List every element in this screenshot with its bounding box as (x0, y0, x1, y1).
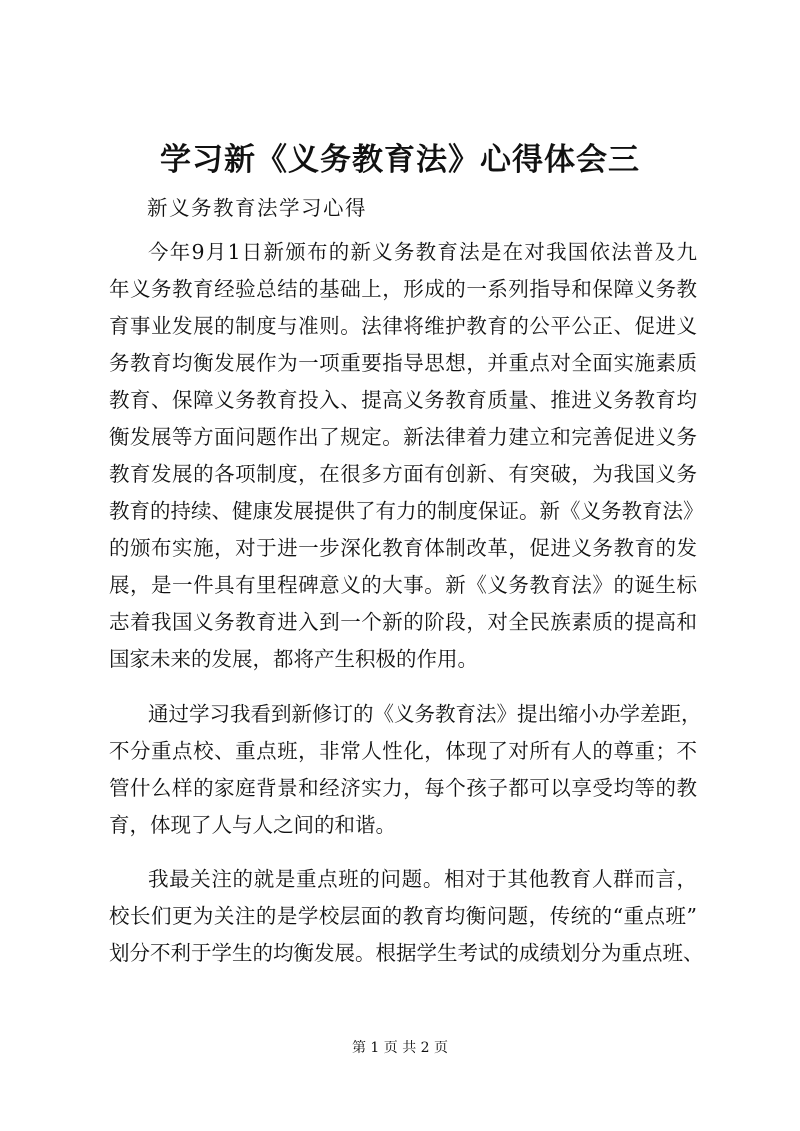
body-line: 教育、保障义务教育投入、提高义务教育质量、推进义务教育均 (109, 388, 697, 412)
body-line: 年义务教育经验总结的基础上，形成的一系列指导和保障义务教 (109, 277, 697, 301)
body-line: 国家未来的发展，都将产生积极的作用。 (109, 647, 478, 671)
body-line: 务教育均衡发展作为一项重要指导思想，并重点对全面实施素质 (109, 351, 697, 375)
body-line: 育事业发展的制度与准则。法律将维护教育的公平公正、促进义 (109, 314, 697, 338)
body-line: 校长们更为关注的是学校层面的教育均衡问题，传统的“重点班” (109, 904, 697, 928)
body-line: 今年9月1日新颁布的新义务教育法是在对我国依法普及九 (148, 240, 697, 264)
document-subtitle: 新义务教育法学习心得 (147, 196, 367, 220)
body-line: 通过学习我看到新修订的《义务教育法》提出缩小办学差距， (148, 702, 702, 726)
body-line: 划分不利于学生的均衡发展。根据学生考试的成绩划分为重点班、 (109, 941, 704, 965)
document-title: 学习新《义务教育法》心得体会三 (160, 142, 640, 178)
page-footer: 第 1 页 共 2 页 (351, 1040, 449, 1056)
body-line: 不分重点校、重点班，非常人性化，体现了对所有人的尊重；不 (109, 739, 697, 763)
body-line: 教育发展的各项制度，在很多方面有创新、有突破，为我国义务 (109, 462, 697, 486)
body-line: 衡发展等方面问题作出了规定。新法律着力建立和完善促进义务 (109, 425, 697, 449)
body-line: 我最关注的就是重点班的问题。相对于其他教育人群而言， (148, 867, 697, 891)
body-line: 管什么样的家庭背景和经济实力，每个孩子都可以享受均等的教 (109, 776, 697, 800)
body-line: 育，体现了人与人之间的和谐。 (109, 813, 396, 837)
body-line: 志着我国义务教育进入到一个新的阶段，对全民族素质的提高和 (109, 610, 697, 634)
body-line: 的颁布实施，对于进一步深化教育体制改革，促进义务教育的发 (109, 536, 697, 560)
body-line: 展，是一件具有里程碑意义的大事。新《义务教育法》的诞生标 (109, 573, 697, 597)
body-line: 教育的持续、健康发展提供了有力的制度保证。新《义务教育法》 (109, 499, 704, 523)
